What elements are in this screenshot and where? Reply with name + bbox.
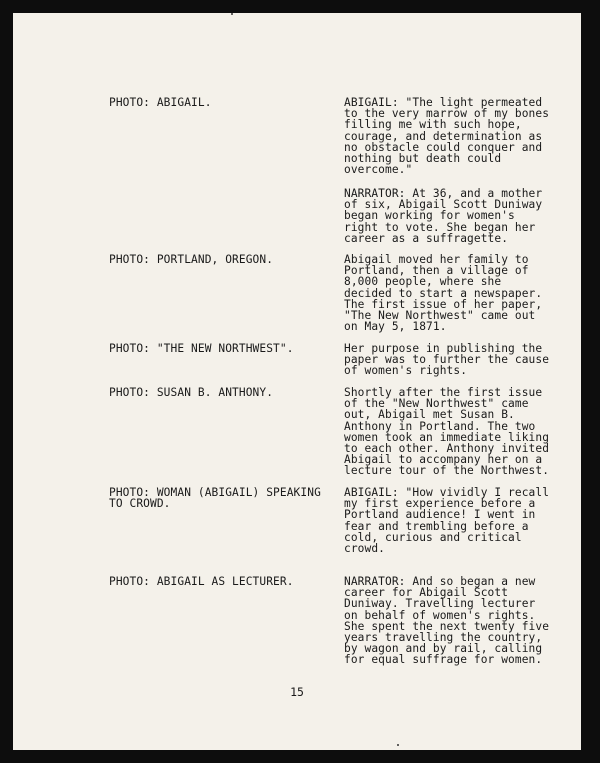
script-page: [13, 13, 581, 750]
audio-text: Abigail moved her family to Portland, then a village of 8,000 people, where she decided to start a newspaper. The first issue of her paper, "The New Northwest" came out on May 5, 1871.: [344, 253, 543, 334]
audio-text: NARRATOR: At 36, and a mother of six, Abigail Scott Duniway began working for women's right to vote. She began her career as a suffragette.: [344, 187, 543, 245]
visual-cue: PHOTO: "THE NEW NORTHWEST".: [109, 342, 294, 355]
paper-speck: [231, 13, 233, 15]
visual-cue: PHOTO: ABIGAIL AS LECTURER.: [109, 575, 294, 588]
visual-cue: PHOTO: SUSAN B. ANTHONY.: [109, 386, 274, 399]
page-number: 15: [290, 685, 304, 699]
paper-speck: [397, 744, 399, 746]
visual-cue: PHOTO: ABIGAIL.: [109, 96, 212, 109]
audio-text: Her purpose in publishing the paper was to further the cause of women's rights.: [344, 342, 550, 378]
audio-text: ABIGAIL: "How vividly I recall my first experience before a Portland audience! I went in fear and trembling before a cold, curious and critical crowd.: [344, 486, 550, 556]
audio-text: NARRATOR: And so began a new career for Abigail Scott Duniway. Travelling lecturer on behalf of women's rights. She spent the next twenty five years travelling the country, by wagon and by rail, calling for equal suffrage for women.: [344, 575, 550, 667]
audio-text: ABIGAIL: "The light permeated to the very marrow of my bones filling me with such hope, courage, and determination as no obstacle could conquer and nothing but death could overcome.": [344, 96, 550, 177]
visual-cue: PHOTO: WOMAN (ABIGAIL) SPEAKING TO CROWD.: [109, 486, 321, 511]
audio-text: Shortly after the first issue of the "New Northwest" came out, Abigail met Susan B. Anthony in Portland. The two women took an immediate liking to each other. Anthony invited Abigail to accompany her on a lecture tour of the Northwest.: [344, 386, 550, 478]
visual-cue: PHOTO: PORTLAND, OREGON.: [109, 253, 274, 266]
